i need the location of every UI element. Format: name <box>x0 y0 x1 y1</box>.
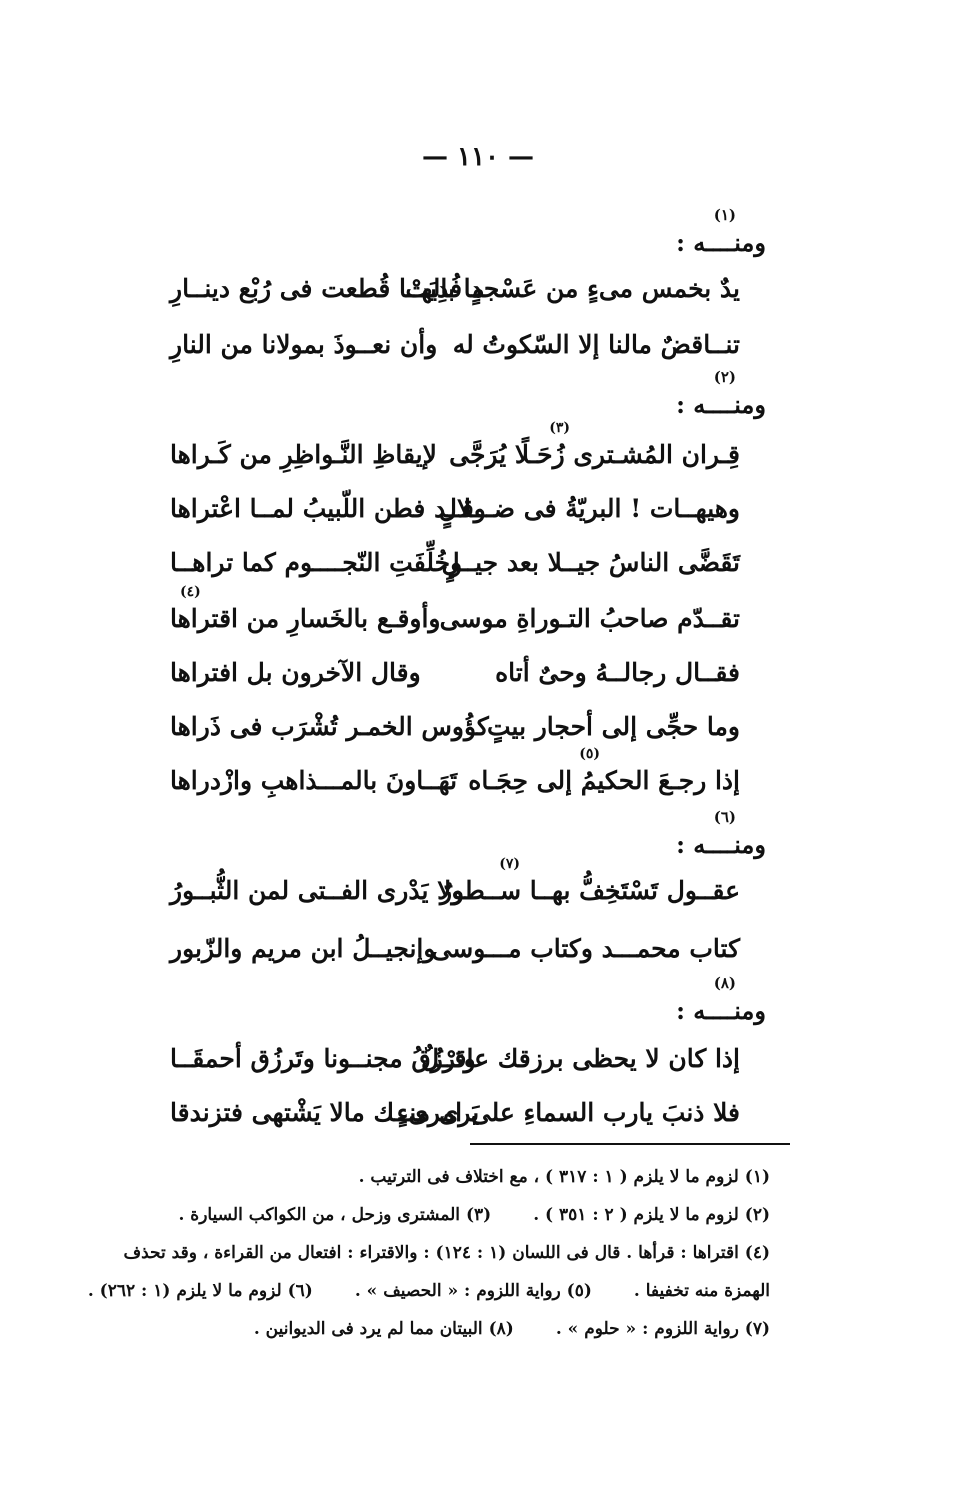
first-hemistich: يدٌ بخمس مىءٍ من عَسْجدٍ فُدِيَتْ <box>405 274 740 303</box>
footnote: (٤) اقتراها : قرأها . قال فى اللسان (١ : ١٢٤) : والاقتراء : افتعال من القراءة ، وقد تحذف <box>123 1243 770 1263</box>
first-hemistich: تقــدّم صاحبُ التـوراةِ موسى <box>439 604 740 633</box>
footnote: (٨) البيتان مما لم يرد فى الديوانين . <box>253 1319 514 1339</box>
second-hemistich: كؤُوس الخمـر تُشْرَب فى ذَراها <box>170 712 489 741</box>
footnote: (٥) رواية اللزوم : « الحصيف » . <box>354 1281 592 1301</box>
page-number: — ١١٠ — <box>421 142 535 172</box>
verse-line <box>150 1044 740 1088</box>
footnote-ref: (٣) <box>549 420 570 436</box>
second-hemistich: لإيقاظِ النَّـواظِرِ من كَـراها <box>170 440 437 469</box>
footnote-line <box>123 1234 770 1272</box>
second-hemistich: تَهَــاونَ بالمـــذاهبِ وازْدراها <box>170 766 458 795</box>
footnote-line <box>130 1310 770 1348</box>
second-hemistich: وإنجيــلُ ابن مريم والزّبور <box>170 934 436 963</box>
verse-line <box>150 548 740 592</box>
verse-line <box>150 712 740 756</box>
second-hemistich: وقال الآخرون بل افتراها <box>170 658 421 687</box>
section-label-text: ومنــــه : <box>676 228 766 257</box>
section-label-text: ومنــــه : <box>676 996 766 1025</box>
footnote: (١) لزوم ما لا يلزم ( ١ : ٣١٧ ) ، مع اختلاف فى الترتيب . <box>358 1167 770 1187</box>
footnote-line <box>130 1158 770 1196</box>
verse-line <box>150 746 740 810</box>
verse-line <box>150 584 740 648</box>
first-hemistich: فلا ذنبَ يارب السماءِ على امرىءٍ <box>396 1098 740 1127</box>
footnote-ref: (٢) <box>713 368 736 386</box>
footnote: (٢) لزوم ما لا يلزم ( ٢ : ٣٥١ ) . <box>533 1205 770 1225</box>
section-label <box>676 808 766 859</box>
second-hemistich: وقــد فطن اللّبيبُ لمــا اعْتراها <box>170 494 486 523</box>
footnote: (٧) رواية اللزوم : « حلوم » . <box>555 1319 770 1339</box>
footnotes <box>87 1158 770 1348</box>
verse-line <box>150 330 740 374</box>
second-hemistich: وخُلِّفَتِ النّجــــوم كما تراهــا <box>170 548 463 577</box>
first-hemistich: كتاب محمـــد وكتاب مـــوسى <box>431 934 740 963</box>
verse-line <box>150 934 740 978</box>
second-hemistich: وأوقـع بالخَسارِ من اقتراها <box>170 604 441 633</box>
first-hemistich: إذا كان لا يحظى برزقك عاقــلٌ <box>420 1044 740 1073</box>
footnote-line <box>130 1196 770 1234</box>
footnote: (٣) المشترى وزحل ، من الكواكب السيارة . <box>178 1205 492 1225</box>
footnote-ref: (٤) <box>180 584 201 600</box>
footnote-ref: (٧) <box>499 856 520 872</box>
section-label <box>676 206 766 257</box>
second-hemistich: يَرى منــك مالا يَشْتهى فتزندقا <box>170 1098 480 1127</box>
footnote-ref: (٨) <box>713 974 736 992</box>
footnote-line <box>87 1272 770 1310</box>
first-hemistich: وهيهــات ! البريّةُ فى ضـــلالٍ <box>438 494 740 523</box>
first-hemistich: تَقَضَّى الناسُ جيــلا بعد جيــلٍ <box>441 548 740 577</box>
verse-line <box>150 420 740 484</box>
footnote-ref: (٥) <box>579 746 600 762</box>
second-hemistich: ما بالهــا قُطعت فى رُبْع دينــارِ <box>170 274 485 303</box>
footnote-ref: (٦) <box>713 808 736 826</box>
footnote-ref: (١) <box>713 206 736 224</box>
section-label-text: ومنــــه : <box>676 390 766 419</box>
second-hemistich: وتَرْزُقُ مجنــونا وتَرزُق أحمقَــا <box>170 1044 476 1073</box>
footnote: الهمزة منه تخفيفا . <box>633 1281 770 1301</box>
first-hemistich: عقــول تَسْتَخِفُّ بهــا ســطورٌ <box>439 876 740 905</box>
second-hemistich: ولا يَدْرى الفــتى لمن الثُّبــورُ <box>170 876 464 905</box>
footnote: (٦) لزوم ما لا يلزم (١ : ٢٦٢) . <box>87 1281 313 1301</box>
first-hemistich: فقــال رجالــهُ وحىٌ أتاه <box>495 658 740 687</box>
verse-line <box>150 658 740 702</box>
first-hemistich: تنــاقضٌ مالنا إلا السّكوتُ له <box>452 330 740 359</box>
verse-line <box>150 494 740 538</box>
section-label-text: ومنــــه : <box>676 830 766 859</box>
first-hemistich: قِـران المُشـترى زُحَـلًا يُرَجَّى <box>449 440 740 469</box>
section-label <box>676 974 766 1025</box>
footnote-divider <box>470 1143 790 1145</box>
verse-line <box>150 274 740 318</box>
verse-line <box>150 856 740 920</box>
first-hemistich: إذا رجـعَ الحكيمُ إلى حِجَـاه <box>468 766 740 795</box>
first-hemistich: وما حجِّى إلى أحجار بيتٍ <box>486 712 740 741</box>
verse-line <box>150 1098 740 1142</box>
section-label <box>676 368 766 419</box>
second-hemistich: وأن نعــوذَ بمولانا من النارِ <box>170 330 438 359</box>
